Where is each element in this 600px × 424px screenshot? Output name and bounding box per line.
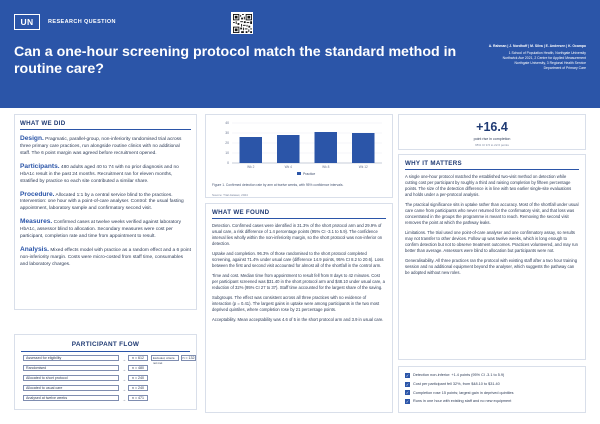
affiliation-line: Northgate University, 3 Regional Health Service xyxy=(514,60,586,65)
finding-paragraph: Detection. Confirmed cases were identified in 31.3% of the short protocol arm and 29.9% of usual care, a risk difference of 1.4 percentage points (95% CI -3.1 to 5.9). The confidence interval lies wholly within the non-inferiority margin, so the short protocol was non-inferior on detection. xyxy=(212,223,383,247)
key-point-item xyxy=(405,371,579,380)
bar xyxy=(315,132,338,163)
implication-paragraph: Generalisability. All three practices ran the protocol with existing staff after a two hour training session and no additional equipment beyond the analyser, which suggests the pathway can be adopted without new roles. xyxy=(405,258,578,276)
section-heading: WHY IT MATTERS xyxy=(405,160,462,167)
flow-row xyxy=(19,375,192,385)
key-point-text: Cost per participant fell 32%, from $48.10 to $31.40 xyxy=(413,382,500,387)
legend-label: Practice xyxy=(303,171,316,176)
finding-paragraph: Subgroups. The effect was consistent across all three practices with no evidence of interaction (p = 0.41). The largest gains in uptake were among participants in the two most deprived quintiles, where completion rose by 21 percentage points. xyxy=(212,295,380,313)
poster-header xyxy=(0,0,600,108)
key-stat-card xyxy=(398,114,586,150)
finding-paragraph: Acceptability. Mean acceptability was 4.6 of 5 in the short protocol arm and 3.9 in usual care. xyxy=(212,317,384,323)
key-point-text: Completion rose 15 points; largest gain in deprived quintiles xyxy=(413,390,514,395)
flow-stage-count: n = 471 xyxy=(128,395,148,401)
arrow-right-icon: → xyxy=(122,387,126,393)
implication-paragraph: Limitations. The trial used one point-of-care analyser and one confirmatory assay, so results may not transfer to other devices. Follow up was twelve weeks, which is long enough to confirm detection but not to observe treatment outcomes. Practices volunteered, and may run better than average. Assessors were blind to allocation but participants were not. xyxy=(405,230,578,254)
method-paragraph xyxy=(20,164,191,186)
flow-stage-label: Randomised xyxy=(23,365,119,371)
what-we-did-card xyxy=(14,114,197,310)
key-point-item xyxy=(405,380,579,389)
y-tick-label: 10 xyxy=(225,151,229,156)
flow-stage-count: n = 480 xyxy=(128,365,148,371)
x-tick-label: Wk 4 xyxy=(284,165,292,169)
flow-row xyxy=(19,385,192,395)
research-question-kicker: RESEARCH QUESTION xyxy=(48,19,116,25)
key-point-text: Runs in one hour with existing staff and no new equipment xyxy=(413,399,512,404)
paragraph-text: Confirmed cases at twelve weeks verified against laboratory HbA1c, assessor blind to allocation. Secondary measures were cost per participant, completion rate and time from appointment to result. xyxy=(20,220,182,240)
y-tick-label: 20 xyxy=(225,141,229,146)
paragraph-lead: Analysis. xyxy=(20,245,49,253)
method-paragraph xyxy=(20,247,191,269)
method-paragraph xyxy=(20,192,191,214)
checkmark-icon: ✓ xyxy=(405,381,410,387)
key-stat-value: +16.4 xyxy=(476,120,508,134)
paragraph-text: Mixed effects model with practice as a random effect and a 6 point non-inferiority margin. Costs were micro-costed from staff time, consumables and laboratory charges. xyxy=(20,247,191,267)
section-heading: WHAT WE FOUND xyxy=(212,209,270,216)
flow-stage-count: n = 240 xyxy=(128,385,148,391)
y-tick-label: 0 xyxy=(227,161,229,166)
method-paragraph xyxy=(20,219,191,241)
bar-chart xyxy=(206,115,394,181)
key-stat-label: point rise in completion xyxy=(473,137,511,141)
flow-stage-label: Allocated to usual care xyxy=(23,385,119,391)
flow-row xyxy=(19,355,195,365)
checkmark-icon: ✓ xyxy=(405,390,410,396)
key-points-card xyxy=(398,366,586,413)
bar xyxy=(277,135,300,163)
affiliation-line: Northwick Ave 2021, 2 Centre for Applied Measurement xyxy=(502,55,586,60)
flow-stage-label: Assessed for eligibility xyxy=(23,355,119,361)
flow-row xyxy=(19,365,192,375)
arrow-right-icon: → xyxy=(122,397,126,403)
figure-source: Source: Trial dataset, 2024 xyxy=(212,193,248,197)
method-paragraph xyxy=(20,136,191,158)
qr-code-graphic xyxy=(233,14,252,33)
why-it-matters-card xyxy=(398,154,586,360)
key-point-item xyxy=(405,388,579,397)
y-tick-label: 40 xyxy=(225,121,229,126)
flow-excluded-count: n = 132 xyxy=(182,355,195,360)
paragraph-text: 480 adults aged 40 to 74 with no prior diagnosis and no HbA1c result in the past 24 months. Recruitment ran for eleven months, stratified by practice so each site contributed a similar share. xyxy=(20,164,179,184)
figure-caption: Figure 1. Confirmed detection rate by arm at twelve weeks, with 95% confidence intervals. xyxy=(212,183,344,187)
implication-paragraph: The practical significance sits in uptake rather than accuracy. Most of the shortfall under usual care came from participants who never returned for the confirmatory visit, and that loss was concentrated in the groups the programme is meant to reach. Removing the second visit removes the point at which the pathway leaks. xyxy=(405,202,579,226)
paragraph-lead: Procedure. xyxy=(20,190,55,198)
flow-excluded-label: Excluded, criteria not met xyxy=(151,355,179,361)
what-we-found-card xyxy=(205,203,393,413)
paragraph-lead: Measures. xyxy=(20,218,53,226)
flow-stage-label: Allocated to short protocol xyxy=(23,375,119,381)
affiliation-line: 1 School of Population Health, Northgate University xyxy=(508,50,586,55)
x-tick-label: Wk 8 xyxy=(322,165,330,169)
y-tick-label: 30 xyxy=(225,131,229,136)
paragraph-text: Pragmatic, parallel-group, non-inferiority randomised trial across three primary care practices, run alongside routine clinics with no additional staff. The 6 point margin was agreed before recruitment opened. xyxy=(20,137,182,156)
x-tick-label: Wk 12 xyxy=(358,165,368,169)
qr-code-icon[interactable] xyxy=(231,12,253,34)
flow-row xyxy=(19,395,192,405)
arrow-right-icon: → xyxy=(122,357,126,363)
key-stat-interval: 95% CI 9.5 to 22.6 points xyxy=(475,143,509,147)
arrow-right-icon: → xyxy=(122,367,126,373)
author-names: A. Rahman | J. Nordhoff | M. Silva | E. Andersen | K. Ocampo xyxy=(488,44,586,48)
checkmark-icon: ✓ xyxy=(405,398,410,404)
paragraph-text: Allocated 1:1 by a central service blind to the practices. Intervention: one hour with a point-of-care analyser. Control: the usual fasting appointment, laboratory sample and confirmatory second visit. xyxy=(20,192,184,212)
key-point-item xyxy=(405,397,579,406)
flow-stage-count: n = 612 xyxy=(128,355,148,361)
implication-paragraph: A single one-hour protocol matched the established two-visit method on detection while cutting cost per participant by roughly a third and raising completion by fifteen percentage points. The size of the detection difference is in line with two earlier single-site evaluations and holds under a per-protocol analysis. xyxy=(405,174,572,198)
section-heading: WHAT WE DID xyxy=(20,120,66,127)
bar xyxy=(352,133,375,163)
arrow-right-icon: → xyxy=(122,377,126,383)
flow-stage-count: n = 240 xyxy=(128,375,148,381)
heading-underline xyxy=(20,129,191,130)
poster-title: Can a one-hour screening protocol match the standard method in routine care? xyxy=(14,44,457,77)
finding-paragraph: Time and cost. Median time from appointment to result fell from 8 days to 42 minutes. Cost per participant screened was $31.40 in the short protocol arm and $48.10 under usual care, a reduction of 32% (95% CI 27 to 37). Staff time accounted for the largest share of the saving. xyxy=(212,273,385,291)
affiliation-line: Department of Primary Care xyxy=(543,65,586,70)
flow-stage-label: Analysed at twelve weeks xyxy=(23,395,119,401)
paragraph-lead: Participants. xyxy=(20,162,60,170)
figure-card xyxy=(205,114,393,198)
paragraph-lead: Design. xyxy=(20,135,44,143)
participant-flow-card xyxy=(14,334,197,410)
heading-underline xyxy=(405,169,579,170)
finding-paragraph: Uptake and completion. 96.3% of those randomised to the short protocol completed screening, against 71.4% under usual care (difference 14.9 points, 95% CI 8.2 to 20.6). Loss between the first and second visit accounted for almost all of the shortfall in the control arm. xyxy=(212,251,384,269)
section-heading: PARTICIPANT FLOW xyxy=(71,341,140,348)
key-point-text: Detection non-inferior: +1.4 points (95% CI -3.1 to 5.9) xyxy=(413,373,505,378)
author-block xyxy=(448,44,586,71)
x-tick-label: Wk 2 xyxy=(247,165,255,169)
heading-underline xyxy=(212,218,386,219)
university-logo: UN xyxy=(14,14,40,30)
checkmark-icon: ✓ xyxy=(405,372,410,378)
legend-swatch xyxy=(297,172,301,175)
bar xyxy=(240,137,263,163)
